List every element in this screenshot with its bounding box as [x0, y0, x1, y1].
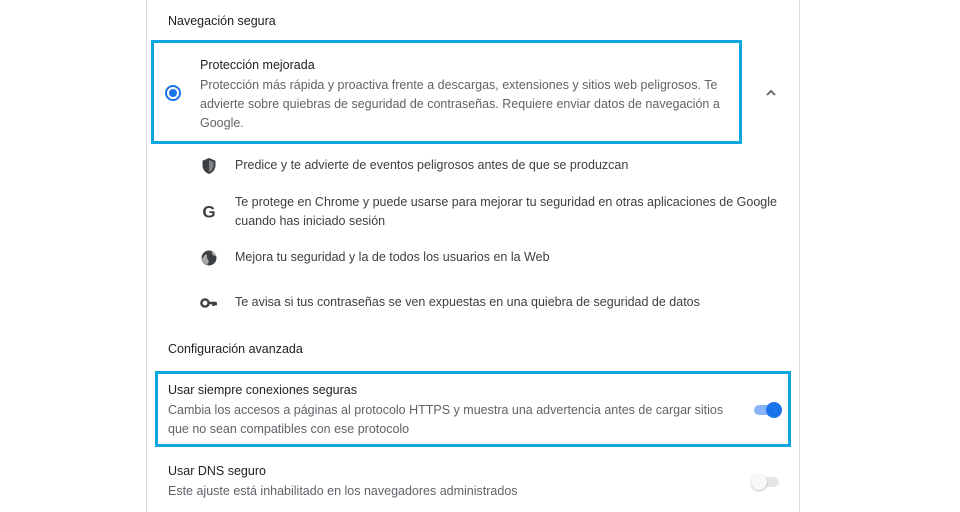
secure-dns-title: Usar DNS seguro [168, 464, 266, 478]
enhanced-protection-title: Protección mejorada [200, 58, 315, 72]
safe-browsing-section-title: Navegación segura [168, 14, 276, 28]
advanced-section-title: Configuración avanzada [168, 342, 303, 356]
https-only-toggle[interactable] [752, 402, 782, 418]
https-only-title: Usar siempre conexiones seguras [168, 383, 357, 397]
feature-text: Te protege en Chrome y puede usarse para mejorar tu seguridad en otras aplicaciones de Google cuando has iniciado sesión [235, 195, 777, 228]
enhanced-protection-description: Protección más rápida y proactiva frente a descargas, extensiones y sitios web peligrosos. Te advierte sobre quiebras de seguridad de contraseñas. Requiere enviar datos de navegación a Google. [200, 78, 720, 130]
secure-dns-toggle[interactable] [751, 474, 781, 490]
https-only-description: Cambia los accesos a páginas al protocolo HTTPS y muestra una advertencia antes de cargar sitios que no sean compatibles con ese protocolo [168, 403, 724, 436]
google-g-icon [199, 202, 219, 222]
secure-dns-description: Este ajuste está inhabilitado en los navegadores administrados [168, 484, 518, 498]
chevron-up-icon[interactable] [762, 84, 780, 102]
globe-icon [199, 248, 219, 268]
feature-text: Te avisa si tus contraseñas se ven expuestas en una quiebra de seguridad de datos [235, 295, 700, 309]
enhanced-protection-radio[interactable] [165, 85, 181, 101]
shield-icon [199, 156, 219, 176]
feature-text: Mejora tu seguridad y la de todos los usuarios en la Web [235, 250, 550, 264]
svg-text:G: G [202, 202, 216, 222]
feature-text: Predice y te advierte de eventos peligrosos antes de que se produzcan [235, 158, 629, 172]
key-icon [199, 293, 219, 313]
